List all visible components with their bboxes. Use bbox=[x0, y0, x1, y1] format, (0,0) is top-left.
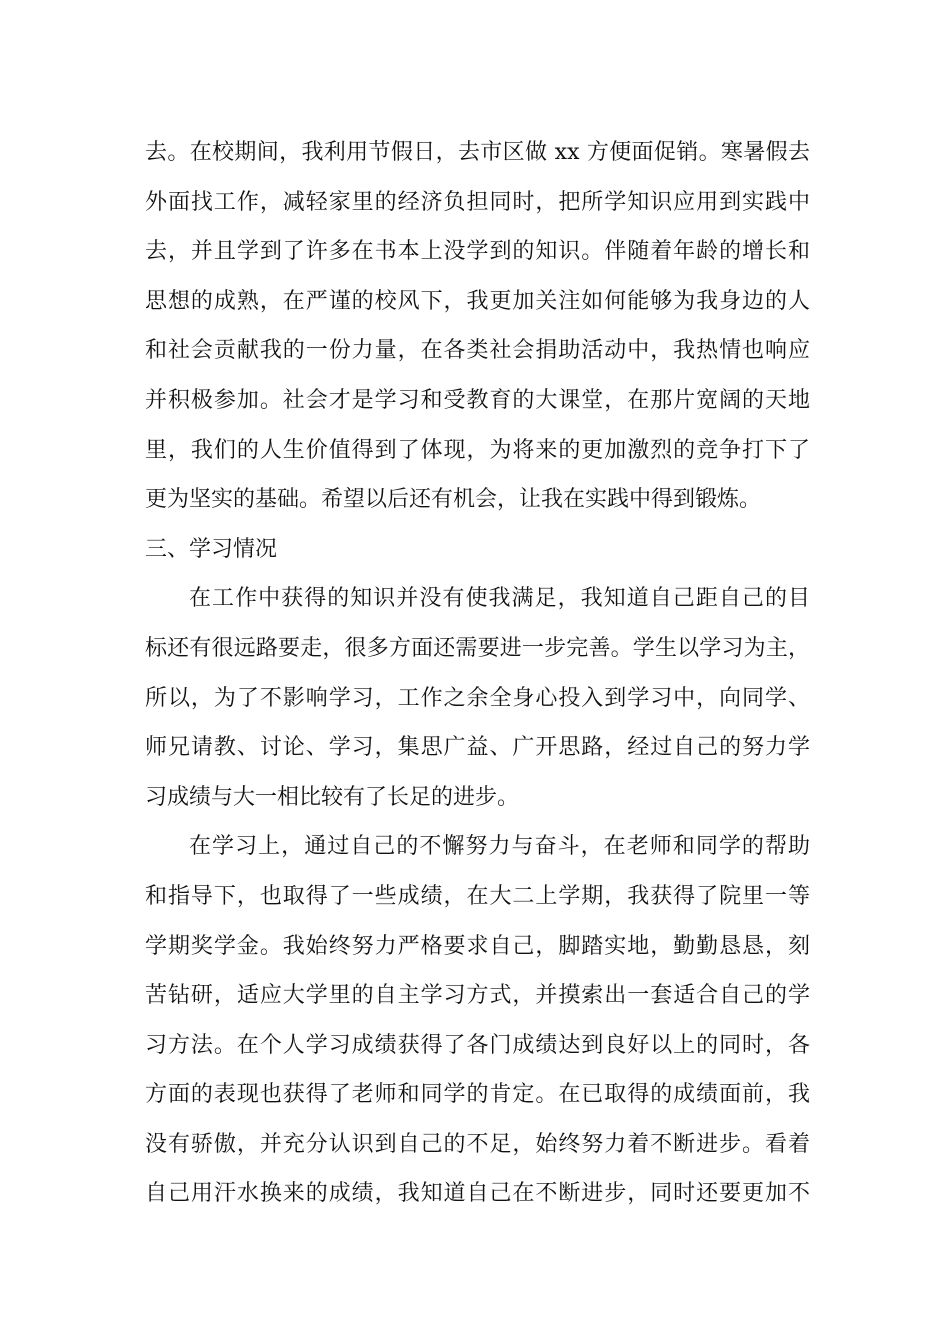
text-line: 所以，为了不影响学习，工作之余全身心投入到学习中，向同学、 bbox=[145, 685, 810, 711]
document-body bbox=[145, 128, 810, 1219]
text-line: 标还有很远路要走，很多方面还需要进一步完善。学生以学习为主， bbox=[145, 635, 810, 661]
text-line: 自己用汗水换来的成绩，我知道自己在不断进步，同时还要更加不 bbox=[145, 1181, 810, 1207]
section-heading: 三、学习情况 bbox=[145, 536, 278, 562]
text-line: 更为坚实的基础。希望以后还有机会，让我在实践中得到锻炼。 bbox=[145, 487, 762, 513]
text-line: 没有骄傲，并充分认识到自己的不足，始终努力着不断进步。看着 bbox=[145, 1131, 810, 1157]
paragraph-first-line: 在工作中获得的知识并没有使我满足，我知道自己距自己的目 bbox=[189, 586, 810, 612]
text-line: 习方法。在个人学习成绩获得了各门成绩达到良好以上的同时，各 bbox=[145, 1032, 810, 1058]
paragraph-first-line: 在学习上，通过自己的不懈努力与奋斗，在老师和同学的帮助 bbox=[189, 834, 810, 860]
text-line: 里，我们的人生价值得到了体现，为将来的更加激烈的竞争打下了 bbox=[145, 437, 810, 463]
text-line: 方面的表现也获得了老师和同学的肯定。在已取得的成绩面前，我 bbox=[145, 1082, 810, 1108]
text-line: 思想的成熟，在严谨的校风下，我更加关注如何能够为我身边的人 bbox=[145, 288, 810, 314]
text-line: 和指导下，也取得了一些成绩，在大二上学期，我获得了院里一等 bbox=[145, 883, 810, 909]
text-line: 去。在校期间，我利用节假日，去市区做 xx 方便面促销。寒暑假去 bbox=[145, 140, 810, 165]
text-line: 学期奖学金。我始终努力严格要求自己，脚踏实地，勤勤恳恳，刻 bbox=[145, 933, 810, 959]
text-line: 苦钻研，适应大学里的自主学习方式，并摸索出一套适合自己的学 bbox=[145, 983, 810, 1009]
text-line: 习成绩与大一相比较有了长足的进步。 bbox=[145, 784, 520, 810]
text-line: 师兄请教、讨论、学习，集思广益、广开思路，经过自己的努力学 bbox=[145, 735, 810, 761]
text-line: 去，并且学到了许多在书本上没学到的知识。伴随着年龄的增长和 bbox=[145, 239, 810, 265]
text-line: 并积极参加。社会才是学习和受教育的大课堂，在那片宽阔的天地 bbox=[145, 387, 810, 413]
text-line: 外面找工作，减轻家里的经济负担同时，把所学知识应用到实践中 bbox=[145, 189, 810, 215]
text-line: 和社会贡献我的一份力量，在各类社会捐助活动中，我热情也响应 bbox=[145, 338, 810, 364]
